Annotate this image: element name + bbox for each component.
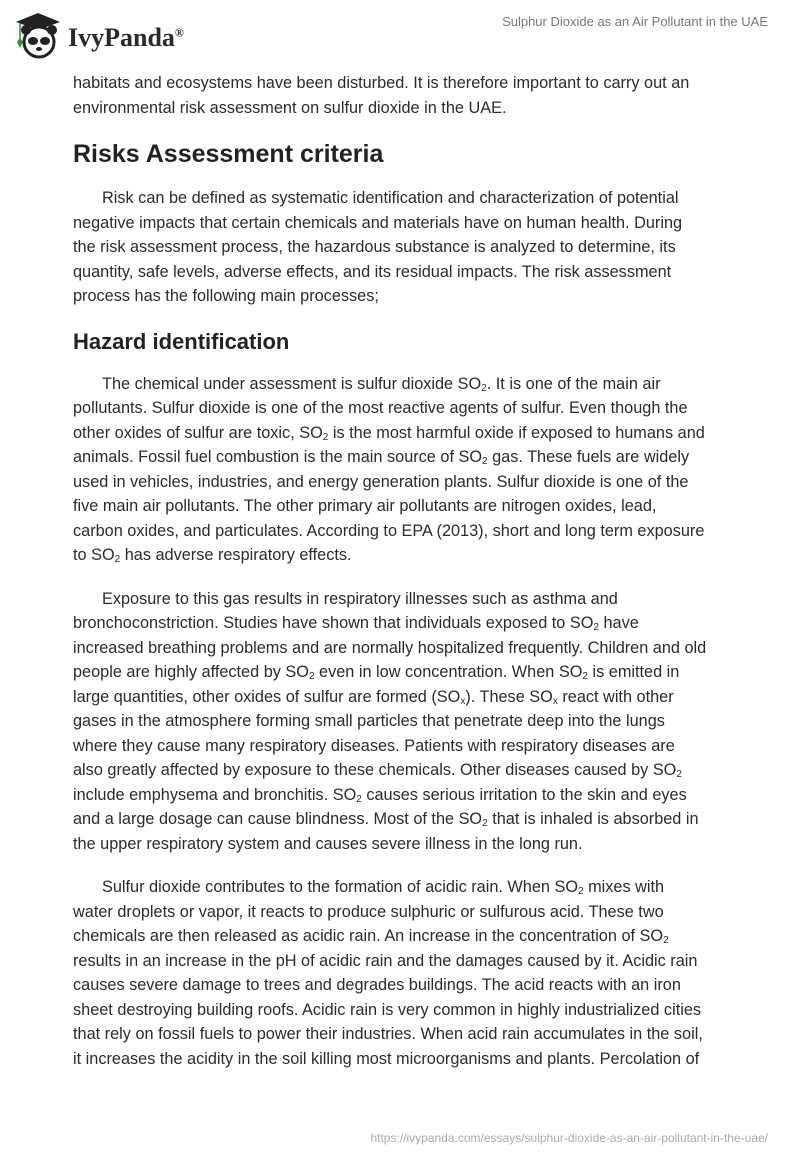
panda-graduate-icon [12,8,64,60]
paragraph [73,587,733,857]
essay-content [73,71,733,1090]
subscript: 2 [481,382,487,394]
paragraph [73,875,733,1071]
text-line: five main air pollutants. The other primary air pollutants are nitrogen oxides, lead, [73,497,657,515]
text-line: increased breathing problems and are normally hospitalized frequently. Children and old [73,638,707,657]
text-line: to $SO_2$ has adverse respiratory effects. [73,546,352,565]
text-line: results in an increase in the pH of acidic rain and the damages caused by it. Acidic rain [73,951,698,970]
subscript: 2 [322,431,329,443]
text-line: other oxides of sulfur are toxic, $SO_2$ is the most harmful oxide if exposed to humans and [73,423,705,443]
text-line: quantity, safe levels, adverse effects, and its residual impacts. The risk assessment [73,262,672,281]
logo-text: IvyPanda® [68,23,184,52]
subsection-heading: Hazard identification [73,328,290,354]
paragraph [73,186,733,309]
text-line: The chemical under assessment is sulfur dioxide $SO_2$. It is one of the main air [102,374,661,394]
subscript: 2 [593,622,599,633]
subscript: 2 [308,671,315,682]
subscript: x [552,695,558,707]
section-heading: Risks Assessment criteria [73,140,384,168]
text-line: used in vehicles, industries, and energy generation plants. Sulfur dioxide is one of the [73,472,689,491]
subscript: x [460,695,466,707]
text-line: and a large dosage can cause blindness. Most of the $SO_2$ that is inhaled is absorbed in [73,810,699,829]
text-line: bronchoconstriction. Studies have shown that individuals exposed to $SO_2$ have [73,614,639,633]
subscript: 2 [482,818,488,829]
subscript: 2 [676,769,682,780]
subscript: 2 [482,456,488,467]
text-line: that rely on fossil fuels to power their industries. When acid rain accumulates in the soil, [73,1025,703,1043]
text-line: water droplets or vapor, it reacts to produce sulphuric or sulfurous acid. These two [73,902,664,921]
text-line: also greatly affected by exposure to these chemicals. Other diseases caused by $SO_2$ [73,761,682,780]
text-line: Sulfur dioxide contributes to the formation of acidic rain. When $SO_2$ mixes with [102,878,665,897]
text-line: the risk assessment process, the hazardous substance is analyzed to determine, its [73,238,676,256]
text-line: carbon oxides, and particulates. According to EPA (2013), short and long term exposure [73,521,705,540]
paragraph [73,372,733,568]
text-line: Risk can be defined as systematic identification and characterization of potential [102,189,679,207]
subscript: 2 [663,935,669,946]
subscript: 2 [356,793,362,805]
text-line: large quantities, other oxides of sulfur are formed $(SO_x)$. These $SO_x$ react with other [73,687,674,707]
paragraph [73,71,733,120]
text-line: environmental risk assessment on sulfur dioxide in the UAE. [73,98,507,117]
text-line: sheet destroying building roofs. Acidic rain is very common in highly industrialized cities [73,1000,702,1019]
text-line: causes severe damage to trees and degrades buildings. The acid reacts with an iron [73,976,681,994]
text-line: include emphysema and bronchitis. $SO_2$ causes serious irritation to the skin and eyes [73,785,687,805]
text-line: the upper respiratory system and causes severe illness in the long run. [73,834,583,853]
subscript: 2 [578,886,584,897]
ivypanda-logo[interactable] [12,8,184,60]
text-line: habitats and ecosystems have been disturbed. It is therefore important to carry out an [73,74,690,92]
subscript: 2 [114,554,121,565]
document-title: Sulphur Dioxide as an Air Pollutant in the UAE [502,14,768,29]
subscript: 2 [582,671,588,682]
text-line: animals. Fossil fuel combustion is the main source of $SO_2$ gas. These fuels are widely [73,448,690,467]
text-line: process has the following main processes; [73,287,379,305]
text-line: negative impacts that certain chemicals and materials have on human health. During [73,213,683,232]
text-line: Exposure to this gas results in respiratory illnesses such as asthma and [102,589,618,608]
text-line: people are highly affected by $SO_2$ even in low concentration. When $SO_2$ is emitted in [73,663,680,682]
text-line: where they cause many respiratory diseases. Patients with respiratory diseases are [73,736,675,755]
text-line: pollutants. Sulfur dioxide is one of the most reactive agents of sulfur. Even though the [73,399,688,417]
source-url[interactable]: https://ivypanda.com/essays/sulphur-dioxide-as-an-air-pollutant-in-the-uae/ [370,1131,768,1145]
text-line: it increases the acidity in the soil killing most microorganisms and plants. Percolation of [73,1049,700,1068]
text-line: gases in the atmosphere forming small particles that penetrate deep into the lungs [73,712,665,730]
text-line: chemicals are then released as acidic rain. An increase in the concentration of $SO_2$ [73,927,669,946]
